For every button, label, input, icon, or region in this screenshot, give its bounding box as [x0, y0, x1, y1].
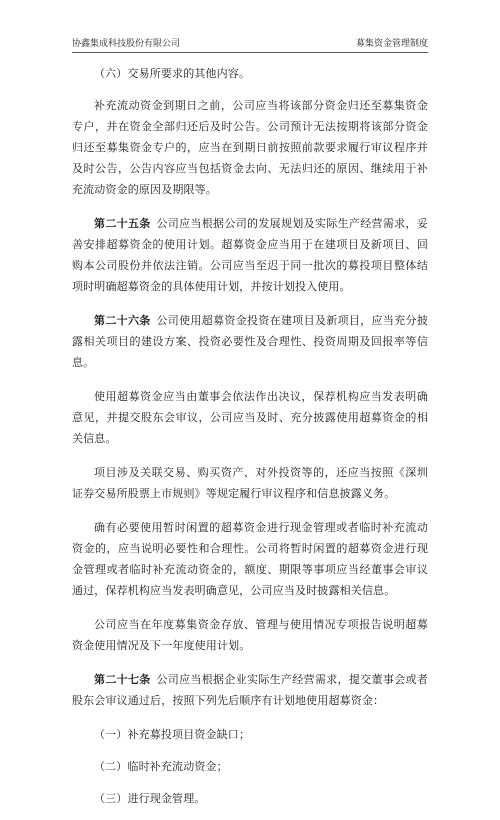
paragraph-text: 确有必要使用暂时闲置的超募资金进行现金管理或者临时补充流动资金的，应当说明必要性和合理性。公司将暂时闲置的超募资金进行现金管理或者临时补充流动资金的，额度、期限等事项应当经董事会审议通过，保荐机构应当发表明确意见，公司应当及时披露相关信息。: [72, 521, 428, 597]
paragraph: [72, 95, 428, 200]
list-item: [72, 724, 428, 745]
paragraph-text: 补充流动资金到期日之前，公司应当将该部分资金归还至募集资金专户，并在资金全部归还后及时公告。公司预计无法按期将该部分资金归还至募集资金专户的，应当在到期日前按照前款要求履行审议程序并及时公告，公告内容应当包括资金去向、无法归还的原因、继续用于补充流动资金的原因及期限等。: [72, 99, 428, 196]
paragraph: [72, 462, 428, 504]
list-item-text: （一）补充募投项目资金缺口；: [94, 728, 251, 741]
paragraph-text: 公司应当根据公司的发展规划及实际生产经营需求，妥善安排超募资金的使用计划。超募资金应当用于在建项目及新项目、回购本公司股份并依法注销。公司应当至迟于同一批次的募投项目整体结项时明确超募资金的具体使用计划，并按计划投入使用。: [72, 217, 428, 293]
list-item: [72, 788, 428, 809]
paragraph-text: 公司使用超募资金投资在建项目及新项目，应当充分披露相关项目的建设方案、投资必要性及合理性、投资周期及回报率等信息。: [72, 314, 428, 369]
paragraph: [72, 517, 428, 601]
header-rule: [72, 52, 428, 53]
paragraph: [72, 63, 428, 84]
header-document-title: 募集资金管理制度: [355, 39, 428, 49]
paragraph: [72, 669, 428, 711]
paragraph: [72, 614, 428, 656]
paragraph-text: 项目涉及关联交易、购买资产、对外投资等的，还应当按照《深圳证券交易所股票上市规则》等规定履行审议程序和信息披露义务。: [72, 466, 428, 500]
paragraph-text: 使用超募资金应当由董事会依法作出决议，保荐机构应当发表明确意见，并提交股东会审议，公司应当及时、充分披露使用超募资金的相关信息。: [72, 390, 428, 445]
list-item-text: （二）临时补充流动资金；: [94, 760, 228, 773]
article-number: 第二十六条: [94, 314, 151, 327]
paragraph: [72, 310, 428, 373]
header-company-name: 协鑫集成科技股份有限公司: [72, 39, 181, 49]
paragraph-text: 公司应当在年度募集资金存放、管理与使用情况专项报告说明超募资金使用情况及下一年度使用计划。: [72, 618, 428, 652]
article-number: 第二十五条: [94, 217, 151, 230]
list-item: [72, 756, 428, 777]
paragraph: [72, 386, 428, 449]
article-number: 第二十七条: [94, 673, 151, 686]
paragraph-text: 公司应当根据企业实际生产经营需求，提交董事会或者股东会审议通过后，按照下列先后顺序有计划地使用超募资金：: [72, 673, 428, 707]
list-item-text: （三）进行现金管理。: [94, 792, 206, 805]
page-header: [72, 38, 428, 52]
document-body: [72, 63, 428, 820]
paragraph-text: （六）交易所要求的其他内容。: [94, 67, 251, 80]
paragraph: [72, 213, 428, 297]
